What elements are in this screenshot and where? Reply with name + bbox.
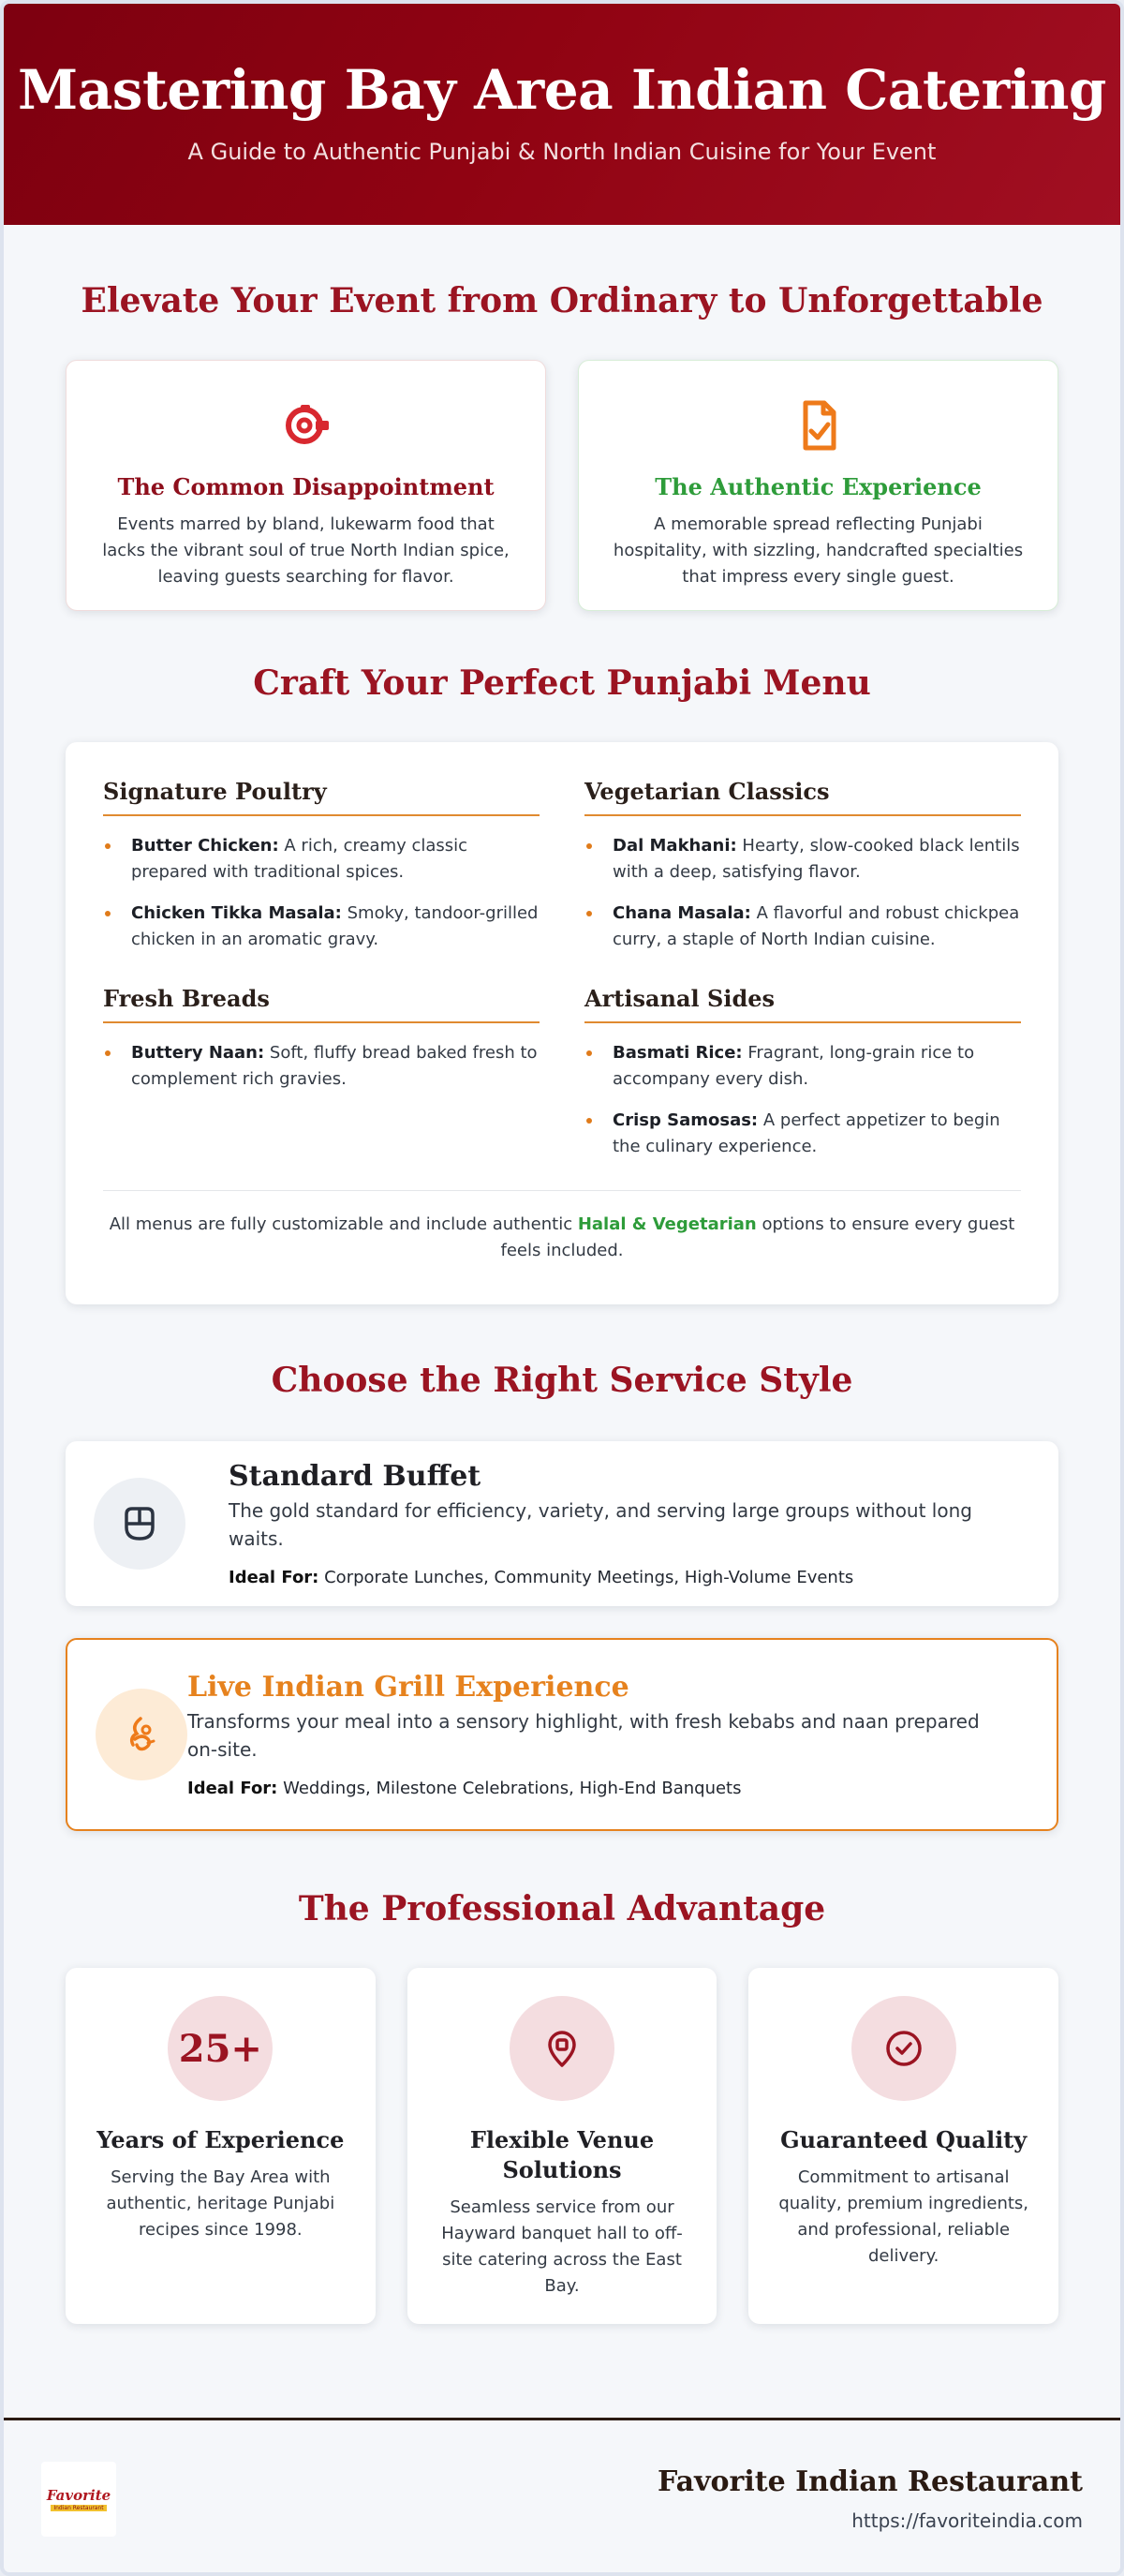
grill-desc: Transforms your meal into a sensory highlight, with fresh kebabs and naan prepared on-site.	[187, 1710, 980, 1761]
ideal-label: Ideal For:	[187, 1779, 278, 1798]
menu-note-text: All menus are fully customizable and include authentic	[109, 1214, 578, 1234]
page-subtitle: A Guide to Authentic Punjabi & North Indian Cuisine for Your Event	[187, 139, 937, 165]
advantage-cards	[4, 1968, 1120, 2324]
menu-item	[584, 1040, 1021, 1093]
location-pin-icon	[510, 1996, 614, 2101]
menu-item	[103, 901, 540, 953]
category-title: Vegetarian Classics	[584, 778, 1021, 816]
category-title: Artisanal Sides	[584, 985, 1021, 1023]
venue-text: Seamless service from our Hayward banquet hall to off-site catering across the East Bay.	[441, 2197, 683, 2296]
disappointment-title: The Common Disappointment	[117, 473, 495, 500]
menu-grid	[103, 778, 1021, 1175]
venue-title: Flexible Venue Solutions	[469, 2126, 655, 2183]
hero-banner	[4, 4, 1120, 225]
menu-category	[584, 985, 1021, 1175]
menu-item-desc: A rich, creamy classic prepared with traditional spices.	[131, 836, 468, 882]
restaurant-name: Favorite Indian Restaurant	[658, 2465, 1083, 2498]
grill-flame-icon	[96, 1689, 187, 1780]
menu-note-text-end: options to ensure every guest feels included.	[500, 1214, 1015, 1260]
file-check-icon	[613, 393, 1024, 458]
check-circle-icon	[851, 1996, 956, 2101]
grill-body	[187, 1671, 1015, 1798]
menu-item-name: Chana Masala:	[613, 903, 751, 923]
footer-info	[658, 2465, 1083, 2532]
grill-title: Live Indian Grill Experience	[187, 1671, 629, 1704]
footer	[4, 2418, 1120, 2576]
service-section	[4, 1304, 1120, 1831]
menu-item-desc: A flavorful and robust chickpea curry, a staple of North Indian cuisine.	[613, 903, 1020, 949]
comparison-cards	[4, 360, 1120, 611]
category-title: Fresh Breads	[103, 985, 540, 1023]
quality-title: Guaranteed Quality	[780, 2126, 1028, 2153]
ideal-value: Weddings, Milestone Celebrations, High-End Banquets	[277, 1779, 742, 1798]
menu-section	[4, 611, 1120, 1304]
menu-item	[584, 901, 1021, 953]
menu-item-name: Crisp Samosas:	[613, 1110, 759, 1130]
quality-card	[748, 1968, 1058, 2324]
grill-ideal	[187, 1779, 1015, 1798]
authentic-title: The Authentic Experience	[655, 473, 982, 500]
experience-card	[66, 1968, 376, 2324]
ideal-label: Ideal For:	[229, 1568, 319, 1587]
menu-item-name: Chicken Tikka Masala:	[131, 903, 342, 923]
buffet-ideal	[229, 1568, 1030, 1587]
buffet-title: Standard Buffet	[229, 1460, 481, 1493]
menu-item-desc: Soft, fluffy bread baked fresh to complement rich gravies.	[131, 1043, 538, 1089]
menu-item	[584, 1108, 1021, 1160]
website-link[interactable]: https://favoriteindia.com	[851, 2509, 1083, 2532]
menu-card	[66, 742, 1058, 1304]
menu-item-desc: Hearty, slow-cooked black lentils with a deep, satisfying flavor.	[613, 836, 1020, 882]
experience-text: Serving the Bay Area with authentic, heritage Punjabi recipes since 1998.	[106, 2167, 335, 2240]
menu-title: Craft Your Perfect Punjabi Menu	[253, 663, 871, 703]
authentic-card	[578, 360, 1058, 611]
grill-card	[66, 1638, 1058, 1831]
elevate-section	[4, 225, 1120, 611]
logo-subtitle: Indian Restaurant	[51, 2505, 106, 2511]
menu-item-desc: Smoky, tandoor-grilled chicken in an aromatic gravy.	[131, 903, 539, 949]
menu-note	[103, 1190, 1021, 1264]
experience-title: Years of Experience	[96, 2126, 345, 2153]
menu-item	[103, 833, 540, 886]
advantage-section	[4, 1831, 1120, 2324]
category-title: Signature Poultry	[103, 778, 540, 816]
buffet-card	[66, 1441, 1058, 1606]
menu-item-desc: Fragrant, long-grain rice to accompany every dish.	[613, 1043, 975, 1089]
years-number: 25+	[178, 2026, 262, 2071]
menu-category	[584, 778, 1021, 968]
venue-card	[407, 1968, 717, 2324]
quality-text: Commitment to artisanal quality, premium ingredients, and professional, reliable delivery.	[778, 2167, 1029, 2266]
buffet-body	[229, 1460, 1030, 1587]
disappointment-text: Events marred by bland, lukewarm food that lacks the vibrant soul of true North Indian spice, leaving guests searching for flavor.	[102, 514, 510, 587]
halal-vegetarian-highlight: Halal & Vegetarian	[577, 1214, 757, 1234]
menu-category	[103, 985, 540, 1175]
elevate-title: Elevate Your Event from Ordinary to Unforgettable	[81, 281, 1043, 320]
menu-item-desc: A perfect appetizer to begin the culinary experience.	[613, 1110, 1000, 1156]
service-title: Choose the Right Service Style	[271, 1361, 853, 1400]
menu-item	[584, 833, 1021, 886]
buffet-tray-icon	[94, 1478, 185, 1570]
advantage-title: The Professional Advantage	[298, 1889, 826, 1928]
menu-item-name: Buttery Naan:	[131, 1043, 265, 1063]
logo-wordmark: Favorite	[46, 2486, 111, 2504]
menu-item-name: Dal Makhani:	[613, 836, 737, 856]
menu-item-name: Butter Chicken:	[131, 836, 279, 856]
buffet-desc: The gold standard for efficiency, variety, and serving large groups without long waits.	[229, 1499, 972, 1550]
page-title: Mastering Bay Area Indian Catering	[18, 58, 1106, 122]
restaurant-logo[interactable]	[41, 2462, 116, 2537]
authentic-text: A memorable spread reflecting Punjabi hospitality, with sizzling, handcrafted specialties that impress every single guest.	[613, 514, 1024, 587]
disappointment-card	[66, 360, 546, 611]
gear-icon	[100, 393, 511, 458]
ideal-value: Corporate Lunches, Community Meetings, High-Volume Events	[318, 1568, 854, 1587]
years-badge	[168, 1996, 273, 2101]
menu-item	[103, 1040, 540, 1093]
menu-item-name: Basmati Rice:	[613, 1043, 743, 1063]
menu-category	[103, 778, 540, 968]
